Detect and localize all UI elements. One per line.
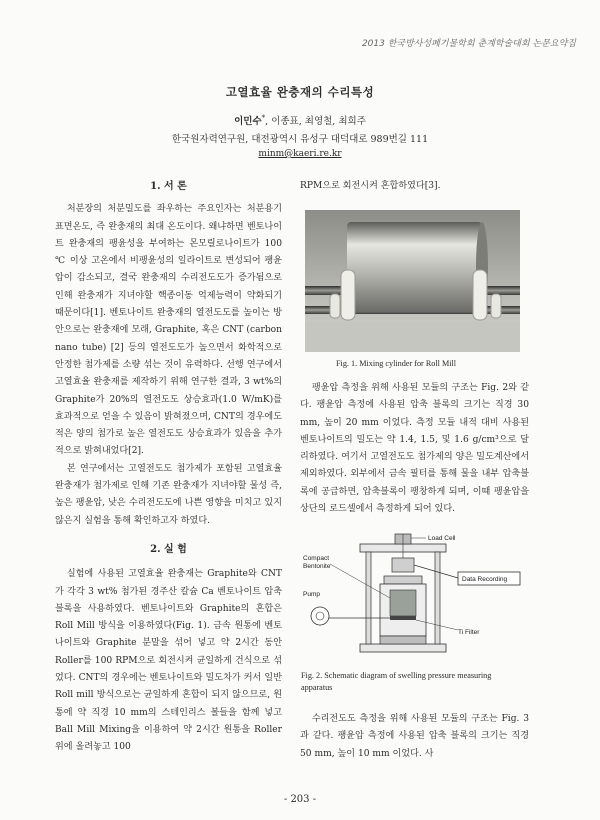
right-column-top: [300, 178, 529, 195]
affiliation: 한국원자력연구원, 대전광역시 유성구 대덕대로 989번길 111: [171, 134, 429, 145]
paper-title: 고열효율 완충재의 수리특성: [225, 85, 375, 99]
author-line: [0, 113, 600, 127]
swelling-pressure-paragraph: 팽윤압 측정을 위해 사용된 모듈의 구조는 Fig. 2와 같다. 팽윤압 측정에 사용된 압축 블록의 크기는 직경 30 mm, 높이 20 mm 이었다. 측정 모듈 내적 대비 사용된 벤토나이트의 밀도는 약 1.4, 1.5, 및 1.6 g/cm³으로 달리하였다. 여기서 고열전도도 첨가제의 양은 밀도계산에서 제외하였다. 외부에서 금속 필터를 통해 물을 내부 압축블록에 공급하면, 압축블록이 팽창하게 되며, 이때 팽윤압을 상단의 로드셀에서 측정하게 되어 있다.: [300, 383, 529, 515]
running-header: 2013 한국방사성폐기물학회 춘계학술대회 논문요약집: [361, 39, 576, 49]
left-column: [55, 178, 282, 530]
section-heading-experiment: 2. 실 험: [150, 544, 187, 555]
first-author: 이민수: [234, 116, 262, 127]
right-column-middle: [300, 380, 529, 518]
experiment-paragraph-1: 실험에 사용된 고열효율 완충재는 Graphite와 CNT가 각각 3 wt% 첨가된 경주산 칼슘 Ca 벤토나이트 압축블록을 사용하였다. 벤토나이트와 Graphite의 혼합은 Roll Mill 방식을 이용하였다(Fig. 1). 금속 원통에 벤토나이트와 Graphite 분말을 섞어 넣고 약 2시간 동안 Roller를 100 RPM으로 회전시켜 균일하게 건식으로 섞었다. CNT의 경우에는 벤토나이트와 밀도차가 커서 일반 Roll mill 방식으로는 균일하게 혼합이 되지 않으므로, 원통에 약 직경 10 mm의 스테인리스 볼들을 함께 넣고 Ball Mill Mixing을 이용하여 약 2시간 원통을 Roller 위에 올려놓고 100: [55, 569, 282, 753]
label-ti-filter: Ti Filter: [458, 629, 480, 636]
left-column-lower: [55, 541, 282, 757]
label-pump: Pump: [303, 591, 320, 598]
email-link[interactable]: minm@kaeri.re.kr: [258, 149, 342, 159]
other-authors: , 이종표, 최영철, 최희주: [265, 116, 366, 127]
label-load-cell: Load Cell: [428, 535, 456, 542]
section-heading-intro: 1. 서 론: [150, 181, 187, 192]
hydraulic-conductivity-paragraph: 수리전도도 측정을 위해 사용된 모듈의 구조는 Fig. 3과 같다. 팽윤압 측정에 사용된 압축 블록의 크기는 직경 50 mm, 높이 10 mm 이었다. 사: [300, 714, 529, 759]
figure1-caption: Fig. 1. Mixing cylinder for Roll Mill: [336, 359, 457, 368]
label-data-recording: Data Recording: [462, 576, 508, 583]
label-bentonite: Bentonite: [303, 563, 331, 570]
right-column-bottom: [300, 711, 529, 763]
corresponding-mark: *: [261, 113, 266, 122]
intro-paragraph-1: 처분장의 처분밀도를 좌우하는 주요인자는 처분용기 표면온도, 즉 완충재의 최대 온도이다. 왜냐하면 벤토나이트 완충재의 팽윤성을 부여하는 몬모릴로나이트가 100 ℃ 이상 고온에서 비팽윤성의 일라이트로 변성되어 팽윤압이 감소되고, 결국 완충재의 수리전도도가 증가됨으로 인해 완충재가 지녀야할 핵종이동 억제능력이 약화되기 때문이다[1]. 벤토나이트 완충재의 열전도도를 높이는 방안으로는 완충재에 모래, Graphite, 혹은 CNT (carbon nano tube) [2] 등의 열전도도가 높으면서 화학적으로 안정한 첨가제를 소량 섞는 것이 유력하다. 선행 연구에서 고열효율 완충재를 제작하기 위해 연구한 결과, 3 wt%의 Graphite가 20%의 열전도도 상승효과(1.0 W/mK)를 효과적으로 얻을 수 있음이 밝혀졌으며, CNT의 경우에도 적은 양의 첨가로 높은 열전도도 상승효과가 있음을 추가적으로 밝혀내었다[2].: [55, 204, 282, 457]
continued-text: RPM으로 회전시켜 혼합하였다[3].: [300, 181, 441, 191]
intro-paragraph-2: 본 연구에서는 고열전도도 첨가제가 포함된 고열효율 완충재가 첨가제로 인해 기존 완충재가 지녀야할 물성 즉, 높은 팽윤압, 낮은 수리전도도에 나쁜 영향을 미치고 있지 않은지 실험을 통해 확인하고자 하였다.: [55, 463, 282, 526]
label-compact: Compact: [303, 555, 330, 562]
page-number: - 203 -: [283, 794, 317, 805]
figure2-caption: Fig. 2. Schematic diagram of swelling pressure measuring apparatus: [301, 671, 492, 692]
mixing-cylinder-photo: [305, 210, 520, 352]
swelling-apparatus-diagram: [300, 532, 522, 664]
